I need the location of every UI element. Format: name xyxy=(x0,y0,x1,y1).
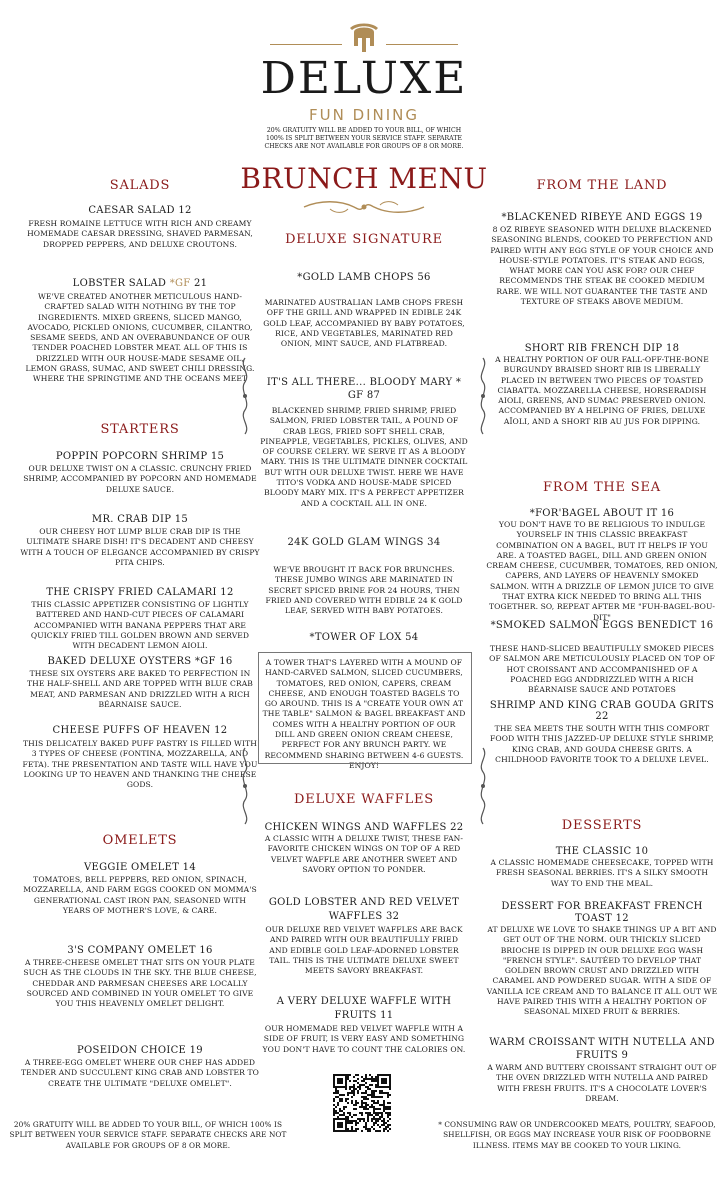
scroll-ornament-icon xyxy=(236,356,254,436)
section-title-sea: FROM THE SEA xyxy=(543,480,661,495)
section-title-waffles: DELUXE WAFFLES xyxy=(293,792,435,807)
menu-title: BRUNCH MENU xyxy=(240,162,488,195)
tower-lox-frame xyxy=(258,652,472,764)
section-title-starters: STARTERS xyxy=(100,422,180,437)
item-calamari: THE CRISPY FRIED CALAMARI 12 xyxy=(46,587,234,598)
item-benedict: *SMOKED SALMON EGGS BENEDICT 16 xyxy=(490,620,714,631)
logo-subtitle: FUN DINING xyxy=(308,106,420,124)
item-classic: THE CLASSIC 10 xyxy=(555,846,649,857)
item-lobster-salad xyxy=(20,278,260,290)
footer-gratuity-note: 20% GRATUITY WILL BE ADDED TO YOUR BILL, OF WHICH 100% IS SPLIT BETWEEN YOUR SERVICE STAFF. SEPARATE CHECKS ARE NOT AVAILABLE FOR GROUPS OF 8 OR MORE. xyxy=(9,1120,287,1150)
item-gold-lobster-waffles: GOLD LOBSTER AND RED VELVET WAFFLES 32 xyxy=(268,897,460,922)
header-gratuity-note: 20% GRATUITY WILL BE ADDED TO YOUR BILL, OF WHICH 100% IS SPLIT BETWEEN YOUR SERVICE STAFF. SEPARATE CHECKS ARE NOT AVAILABLE FOR GROUPS OF 8 OR MORE. xyxy=(264,127,464,150)
scroll-ornament-icon xyxy=(236,746,254,826)
item-poseidon-desc: A THREE-EGG OMELET WHERE OUR CHEF HAS ADDED TENDER AND SUCCULENT KING CRAB AND LOBSTER TO CREATE THE ULTIMATE "DELUXE OMELET". xyxy=(21,1058,259,1088)
flourish-divider-icon xyxy=(300,198,428,216)
qr-code-icon[interactable] xyxy=(333,1074,391,1132)
logo-title: DELUXE xyxy=(260,53,468,104)
item-company-desc: A THREE-CHEESE OMELET THAT SITS ON YOUR PLATE SUCH AS THE CLOUDS IN THE SKY. THE BLUE CHEESE, CHEDDAR AND PARMESAN CHEESES ARE LOCALLY SOURCED AND COMBINED IN YOUR OMELET TO GIVE YOU THIS HEAVENLY OMELET DELIGHT. xyxy=(23,958,257,1009)
footer-raw-food-warning: * CONSUMING RAW OR UNDERCOOKED MEATS, POULTRY, SEAFOOD, SHELLFISH, OR EGGS MAY INCREASE YOUR RISK OF FOODBORNE ILLNESS. ITEMS MAY BE COOKED TO YOUR LIKING. xyxy=(438,1120,716,1150)
spartan-helmet-logo-icon xyxy=(344,22,384,56)
item-glam-wings-desc: WE'VE BROUGHT IT BACK FOR BRUNCHES. THESE JUMBO WINGS ARE MARINATED IN SECRET SPICED BRINE FOR 24 HOURS, THEN FRIED AND COVERED WITH EDIBLE 24 K GOLD LEAF, SERVED WITH BABY POTATOES. xyxy=(265,565,463,616)
item-croissant: WARM CROISSANT WITH NUTELLA AND FRUITS 9 xyxy=(489,1037,715,1061)
section-title-omelets: OMELETS xyxy=(102,833,178,848)
item-ribeye: *BLACKENED RIBEYE AND EGGS 19 xyxy=(501,212,703,223)
item-forbagel: *FOR'BAGEL ABOUT IT 16 xyxy=(529,508,675,519)
item-forbagel-desc: YOU DON'T HAVE TO BE RELIGIOUS TO INDULGE YOURSELF IN THIS CLASSIC BREAKFAST COMBINATION ON A BAGEL, BUT IT HELPS IF YOU ARE. A TOASTED BAGEL, DILL AND GREEN ONION CREAM CHEESE, CUCUMBER, TOMATOES, RED ONION, CAPERS, AND LAYERS OF HEAVENLY SMOKED SALMON. WITH A DRIZZLE OF LEMON JUICE TO GIVE THAT EXTRA KICK NEEDED TO BRING ALL THIS TOGETHER. SO, REPEAT AFTER ME "FUH-BAGEL-BOU-DIT" xyxy=(486,520,718,622)
item-chicken-waffles-desc: A CLASSIC WITH A DELUXE TWIST, THESE FAN-FAVORITE CHICKEN WINGS ON TOP OF A RED VELVET WAFFLE ARE ANOTHER SWEET AND SAVORY OPTION TO PONDER. xyxy=(264,834,464,874)
item-bloody-mary-desc: BLACKENED SHRIMP, FRIED SHRIMP, FRIED SALMON, FRIED LOBSTER TAIL, A POUND OF CRAB LEGS, FRIED SOFT SHELL CRAB, PINEAPPLE, VEGETABLES, PICKLES, OLIVES, AND OF COURSE CELERY. WE SERVE IT AS A BLOODY MARY. THIS IS THE ULTIMATE DINNER COCKTAIL BUT WITH OUR DELUXE TWIST. HERE WE HAVE TITO'S VODKA AND HOUSE-MADE SPICED BLOODY MARY MIX. IT'S A PERFECT APPETIZER AND A COCKTAIL ALL IN ONE. xyxy=(260,406,468,508)
header-rule-right xyxy=(386,44,458,45)
item-classic-desc: A CLASSIC HOMEMADE CHEESECAKE, TOPPED WITH FRESH SEASONAL BERRIES. IT'S A SILKY SMOOTH WAY TO END THE MEAL. xyxy=(490,858,714,888)
item-oysters: BAKED DELUXE OYSTERS *GF 16 xyxy=(47,656,233,667)
section-title-salads: SALADS xyxy=(109,178,171,193)
item-glam-wings: 24K GOLD GLAM WINGS 34 xyxy=(287,537,441,548)
item-cheese-puffs-desc: THIS DELICATELY BAKED PUFF PASTRY IS FILLED WITH 3 TYPES OF CHEESE (FONTINA, MOZZARELLA, AND FETA). THE PRESENTATION AND TASTE WILL HAVE YOU LOOKING UP TO HEAVEN AND THANKING THE CHEESE GODS. xyxy=(22,739,258,790)
item-gouda-grits: SHRIMP AND KING CRAB GOUDA GRITS 22 xyxy=(489,700,715,722)
item-french-toast-desc: AT DELUXE WE LOVE TO SHAKE THINGS UP A BIT AND GET OUT OF THE NORM. OUR THICKLY SLICED BRIOCHE IS DIPPED IN OUR DELUXE EGG WASH "FRENCH STYLE". SAUTÉED TO DEVELOP THAT GOLDEN BROWN CRUST AND DRIZZLED WITH CARAMEL AND POWDERED SUGAR. WITH A SIDE OF VANILLA ICE CREAM AND TO BALANCE IT ALL OUT WE HAVE PAIRED THIS WITH A HEALTHY PORTION OF SEASONAL MIXED FRUIT & BERRIES. xyxy=(486,925,718,1017)
section-title-land: FROM THE LAND xyxy=(536,178,668,193)
item-gold-lobster-desc: OUR DELUXE RED VELVET WAFFLES ARE BACK AND PAIRED WITH OUR BEAUTIFULLY FRIED AND EDIBLE GOLD LEAF-ADORNED LOBSTER TAIL. THIS IS THE ULTIMATE DELUXE SWEET MEETS SAVORY BREAKFAST. xyxy=(265,925,463,976)
item-crab-dip: MR. CRAB DIP 15 xyxy=(91,514,189,525)
item-poppin-desc: OUR DELUXE TWIST ON A CLASSIC. CRUNCHY FRIED SHRIMP, ACCOMPANIED BY POPCORN AND HOMEMADE DELUXE SAUCE. xyxy=(23,464,257,494)
item-very-deluxe-waffle: A VERY DELUXE WAFFLE WITH FRUITS 11 xyxy=(276,996,452,1021)
item-crab-desc: OUR CHEESY HOT LUMP BLUE CRAB DIP IS THE ULTIMATE SHARE DISH! IT'S DECADENT AND CHEESY WITH A TOUCH OF ELEGANCE ACCOMPANIED BY CRISPY PITA CHIPS. xyxy=(20,527,260,567)
item-benedict-desc: THESE HAND-SLICED BEAUTIFULLY SMOKED PIECES OF SALMON ARE METICULOUSLY PLACED ON TOP OF HOT CROISSANT AND ACCOMPANISHED OF A POACHED EGG ANDDRIZZLED WITH A RICH BÉARNAISE SAUCE AND POTATOES xyxy=(489,644,715,695)
item-poppin-shrimp: POPPIN POPCORN SHRIMP 15 xyxy=(55,451,225,462)
item-gouda-grits-desc: THE SEA MEETS THE SOUTH WITH THIS COMFORT FOOD WITH THIS JAZZED-UP DELUXE STYLE SHRIMP, KING CRAB, AND GOUDA CHEESE GRITS. A CHILDHOOD FAVORITE TOOK TO A DELUXE LEVEL. xyxy=(490,724,714,764)
item-bloody-mary: IT'S ALL THERE... BLOODY MARY * GF 87 xyxy=(266,377,462,401)
item-lobster-salad-price: 21 xyxy=(190,278,208,289)
item-ribeye-desc: 8 OZ RIBEYE SEASONED WITH DELUXE BLACKENED SEASONING BLENDS, COOKED TO PERFECTION AND PAIRED WITH ANY EGG STYLE OF YOUR CHOICE AND HOUSE-STYLE POTATOES. IT'S STEAK AND EGGS, WHAT MORE CAN YOU ASK FOR? OUR CHEF RECOMMENDS THE STEAK BE COOKED MEDIUM RARE. WE WILL NOT GUARANTEE THE TASTE AND TEXTURE OF STEAKS ABOVE MEDIUM. xyxy=(490,225,714,307)
item-croissant-desc: A WARM AND BUTTERY CROISSANT STRAIGHT OUT OF THE OVEN DRIZZLED WITH NUTELLA AND PAIRED WITH FRESH FRUITS. IT'S A CHOCOLATE LOVER'S DREAM. xyxy=(487,1063,717,1103)
item-oysters-desc: THESE SIX OYSTERS ARE BAKED TO PERFECTION IN THE HALF-SHELL AND ARE TOPPED WITH BLUE CRAB MEAT, AND PARMESAN AND DRIZZLED WITH A RICH BÉARNAISE SAUCE. xyxy=(27,669,253,709)
gf-tag: *GF xyxy=(169,278,191,289)
item-french-dip: SHORT RIB FRENCH DIP 18 xyxy=(524,343,680,354)
item-tower-lox-desc: A TOWER THAT'S LAYERED WITH A MOUND OF HAND-CARVED SALMON, SLICED CUCUMBERS, TOMATOES, RED ONION, CAPERS, CREAM CHEESE, AND ENOUGH TOASTED BAGELS TO GO AROUND. THIS IS A "CREATE YOUR OWN AT THE TABLE" SALMON & BAGEL BREAKFAST AND COMES WITH A HEALTHY PORTION OF OUR DILL AND GREEN ONION CREAM CHEESE, PERFECT FOR ANY BRUNCH PARTY. WE RECOMMEND SHARING BETWEEN 4-6 GUESTS. ENJOY! xyxy=(262,658,466,770)
item-very-deluxe-desc: OUR HOMEMADE RED VELVET WAFFLE WITH A SIDE OF FRUIT, IS VERY EASY AND SOMETHING YOU DON'T HAVE TO COUNT THE CALORIES ON. xyxy=(262,1024,466,1054)
header-rule-left xyxy=(270,44,342,45)
item-caesar-salad: CAESAR SALAD 12 xyxy=(88,205,192,216)
item-tower-lox: *TOWER OF LOX 54 xyxy=(309,632,419,643)
item-french-dip-desc: A HEALTHY PORTION OF OUR FALL-OFF-THE-BONE BURGUNDY BRAISED SHORT RIB IS LIBERALLY PLACED IN BETWEEN TWO PIECES OF TOASTED CIABATTA. MOZZARELLA CHEESE, HORSERADISH AIOLI, GREENS, AND SUMAC PRESERVED ONION. ACCOMPANIED BY A HELPING OF FRIES, DELUXE AÏOLI, AND A SHORT RIB AU JUS FOR DIPPING. xyxy=(495,355,709,426)
item-poseidon: POSEIDON CHOICE 19 xyxy=(77,1045,203,1056)
item-calamari-desc: THIS CLASSIC APPETIZER CONSISTING OF LIGHTLY BATTERED AND HAND-CUT PIECES OF CALAMARI ACCOMPANIED WITH BANANA PEPPERS THAT ARE QUICKLY FRIED TILL GOLDEN BROWN AND SERVED WITH DECADENT LEMON AIOLI. xyxy=(30,600,250,651)
item-lamb-chops: *GOLD LAMB CHOPS 56 xyxy=(297,272,431,283)
item-french-toast: DESSERT FOR BREAKFAST FRENCH TOAST 12 xyxy=(501,901,703,924)
item-caesar-desc: FRESH ROMAINE LETTUCE WITH RICH AND CREAMY HOMEMADE CAESAR DRESSING, SHAVED PARMESAN, DROPPED PEPPERS, AND DELUXE CROUTONS. xyxy=(27,219,253,249)
item-cheese-puffs: CHEESE PUFFS OF HEAVEN 12 xyxy=(52,725,228,736)
item-veggie-omelet: VEGGIE OMELET 14 xyxy=(84,862,196,873)
item-veggie-desc: TOMATOES, BELL PEPPERS, RED ONION, SPINACH, MOZZARELLA, AND FARM EGGS COOKED ON MOMMA'S GENERATIONAL CAST IRON PAN, SEASONED WITH YEARS OF MOTHER'S LOVE, & CARE. xyxy=(23,875,257,915)
item-company-omelet: 3'S COMPANY OMELET 16 xyxy=(67,945,213,956)
section-title-desserts: DESSERTS xyxy=(561,818,643,833)
section-title-signature: DELUXE SIGNATURE xyxy=(285,232,443,247)
item-lobster-desc: WE'VE CREATED ANOTHER METICULOUS HAND-CRAFTED SALAD WITH NOTHING BY THE TOP INGREDIENTS. MIXED GREENS, SLICED MANGO, AVOCADO, PICKLED ONIONS, CUCUMBER, CILANTRO, SESAME SEEDS, AND AN OVERABUNDANCE OF OUR TENDER POACHED LOBSTER MEAT. ALL OF THIS IS DRIZZLED WITH OUR HOUSE-MADE SESAME OIL, LEMON GRASS, SUMAC, AND SWEET CHILI DRESSING. WHERE THE SPRINGTIME AND THE OCEANS MEET xyxy=(25,292,255,384)
item-lobster-salad-name: LOBSTER SALAD xyxy=(72,278,170,289)
item-chicken-waffles: CHICKEN WINGS AND WAFFLES 22 xyxy=(264,822,464,833)
item-lamb-desc: MARINATED AUSTRALIAN LAMB CHOPS FRESH OFF THE GRILL AND WRAPPED IN EDIBLE 24K GOLD LEAF, ACCOMPANIED BY BABY POTATOES, RICE, AND VEGETABLES, MARINATED RED ONION, MINT SAUCE, AND FLATBREAD. xyxy=(263,298,465,349)
